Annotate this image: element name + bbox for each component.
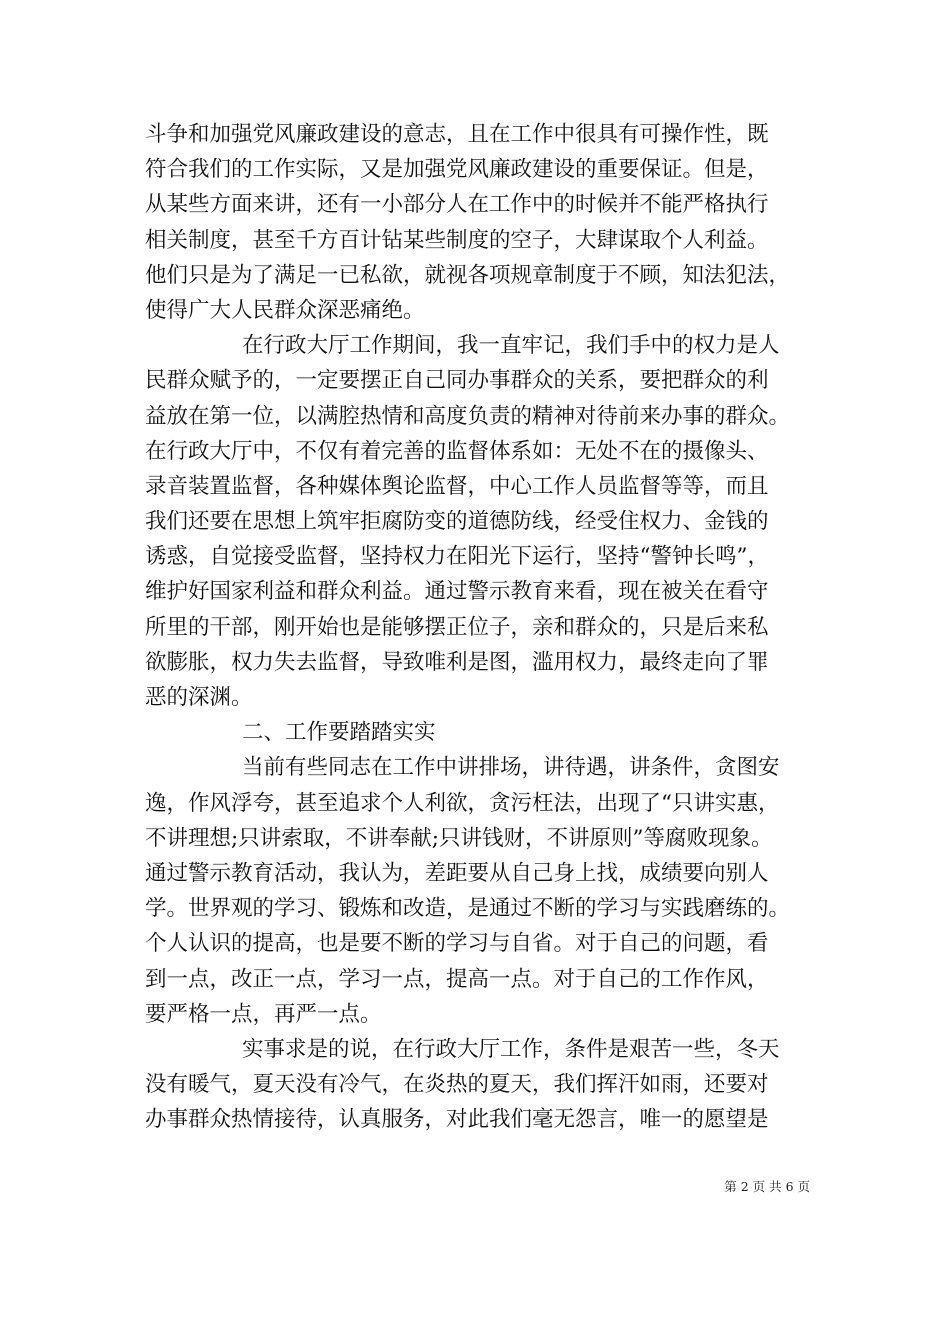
paragraph	[145, 328, 825, 715]
text-line: 实事求是的说，在行政大厅工作，条件是艰苦一些，冬天	[242, 1036, 780, 1062]
text-line: 我们还要在思想上筑牢拒腐防变的道德防线，经受住权力、金钱的	[145, 509, 769, 535]
text-line: 个人认识的提高，也是要不断的学习与自省。对于自己的问题，看	[145, 931, 769, 957]
text-line: 斗争和加强党风廉政建设的意志，且在工作中很具有可操作性，既	[145, 122, 769, 147]
text-line: 从某些方面来讲，还有一小部分人在工作中的时候并不能严格执行	[145, 192, 769, 218]
paragraph	[145, 1032, 825, 1138]
text-line: 不讲理想;只讲索取，不讲奉献;只讲钱财，不讲原则”等腐败现象。	[145, 825, 773, 851]
text-line: 录音装置监督，各种媒体舆论监督，中心工作人员监督等等，而且	[145, 473, 769, 499]
section-heading	[145, 715, 825, 750]
text-line: 当前有些同志在工作中讲排场，讲待遇，讲条件，贪图安	[242, 755, 780, 781]
text-line: 在行政大厅工作期间，我一直牢记，我们手中的权力是人	[242, 333, 780, 359]
text-line: 民群众赋予的，一定要摆正自己同办事群众的关系，要把群众的利	[145, 368, 769, 394]
page-number-footer: 第 2 页 共 6 页	[724, 1179, 810, 1194]
paragraph	[145, 750, 825, 1032]
text-line: 要严格一点，再严一点。	[145, 1001, 382, 1027]
text-line: 通过警示教育活动，我认为，差距要从自己身上找，成绩要向别人	[145, 860, 769, 886]
text-line: 没有暖气，夏天没有冷气，在炎热的夏天，我们挥汗如雨，还要对	[145, 1072, 769, 1098]
paragraph	[145, 117, 825, 328]
text-line: 到一点，改正一点，学习一点，提高一点。对于自己的工作作风，	[145, 966, 769, 992]
text-line: 符合我们的工作实际，又是加强党风廉政建设的重要保证。但是，	[145, 157, 769, 183]
text-line: 在行政大厅中，不仅有着完善的监督体系如：无处不在的摄像头、	[145, 438, 769, 464]
text-line: 他们只是为了满足一已私欲，就视各项规章制度于不顾，知法犯法，	[145, 262, 791, 288]
text-line: 恶的深渊。	[145, 685, 253, 710]
text-line: 逸，作风浮夸，甚至追求个人利欲，贪污枉法，出现了“只讲实惠，	[145, 790, 780, 816]
heading-line: 二、工作要踏踏实实	[242, 720, 436, 746]
text-line: 办事群众热情接待，认真服务，对此我们毫无怨言，唯一的愿望是	[145, 1107, 769, 1133]
text-line: 维护好国家利益和群众利益。通过警示教育来看，现在被关在看守	[145, 579, 769, 605]
text-line: 相关制度，甚至千方百计钻某些制度的空子，大肆谋取个人利益。	[145, 227, 769, 253]
text-line: 所里的干部，刚开始也是能够摆正位子，亲和群众的，只是后来私	[145, 614, 769, 640]
text-line: 学。世界观的学习、锻炼和改造，是通过不断的学习与实践磨练的。	[145, 896, 791, 922]
text-line: 欲膨胀，权力失去监督，导致唯利是图，滥用权力，最终走向了罪	[145, 649, 769, 675]
body-text	[145, 117, 825, 1137]
text-line: 使得广大人民群众深恶痛绝。	[145, 297, 425, 323]
text-line: 益放在第一位，以满腔热情和高度负责的精神对待前来办事的群众。	[145, 403, 791, 429]
text-line: 诱惑，自觉接受监督，坚持权力在阳光下运行，坚持“警钟长鸣”，	[145, 544, 769, 570]
